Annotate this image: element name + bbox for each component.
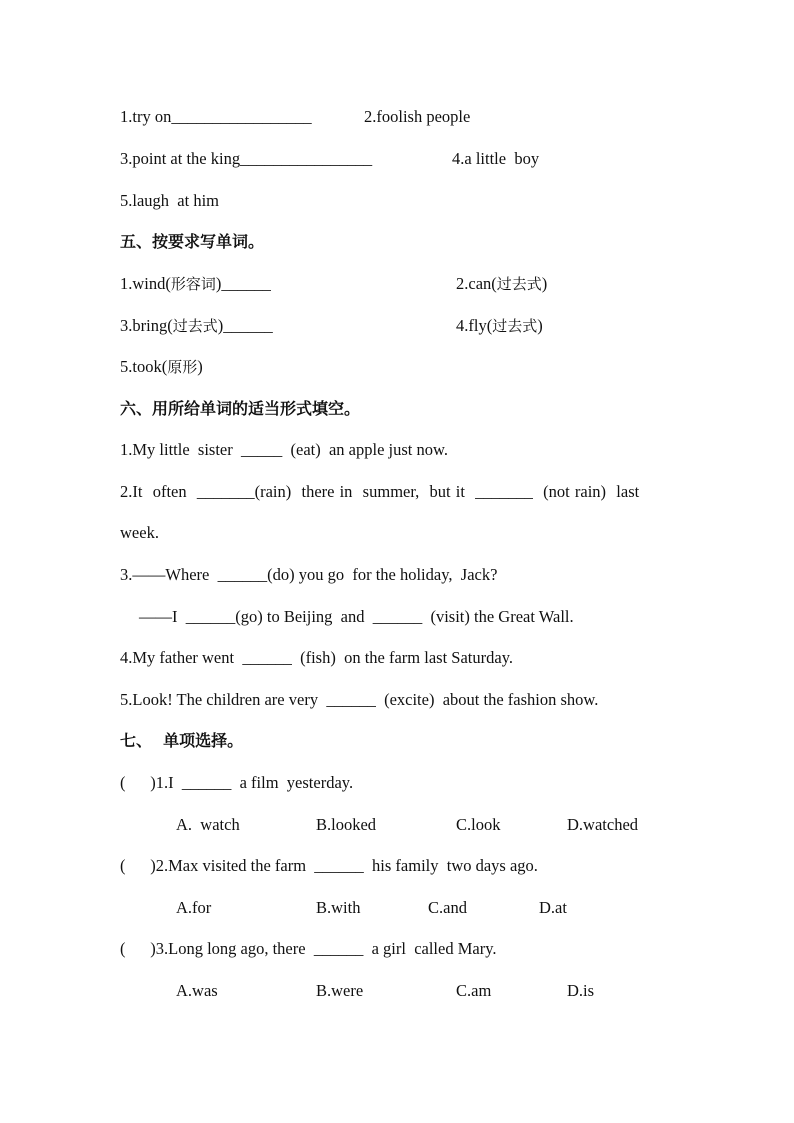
word-item-tail: )______	[215, 274, 271, 293]
question-1-stem: ( )1.I ______ a film yesterday.	[120, 773, 354, 792]
fill-line-3: 3.——Where ______(do) you go for the holiday, Jack?	[120, 565, 498, 584]
word-item-tail: )	[197, 357, 203, 376]
question-1-option-a: A. watch	[176, 815, 240, 834]
phrase-4: 4.a little boy	[452, 149, 540, 168]
question-1-option-d: D.watched	[567, 815, 639, 834]
question-1-option-b: B.looked	[316, 815, 377, 834]
question-2-stem: ( )2.Max visited the farm ______ his family two days ago.	[120, 856, 538, 875]
section-7-title: 七、 单项选择。	[120, 731, 244, 750]
fill-line-2: 2.It often _______(rain) there in summer, but it _______ (not rain) last	[120, 482, 640, 501]
word-item-note: 形容词	[170, 275, 216, 293]
word-item-note: 过去式	[496, 275, 542, 293]
word-item-note: 过去式	[492, 317, 538, 335]
question-1-option-c: C.look	[456, 815, 501, 834]
question-3-option-b: B.were	[316, 981, 364, 1000]
question-3-option-d: D.is	[567, 981, 595, 1000]
word-item-5	[120, 357, 203, 377]
word-item-1	[120, 274, 271, 294]
word-item-text: 5.took(	[120, 357, 168, 376]
phrase-3: 3.point at the king________________	[120, 149, 373, 168]
question-2-option-a: A.for	[176, 898, 212, 917]
section-6-title: 六、用所给单词的适当形式填空。	[120, 399, 361, 418]
word-item-text: 4.fly(	[456, 316, 493, 335]
question-3-stem: ( )3.Long long ago, there ______ a girl called Mary.	[120, 939, 497, 958]
word-item-note: 原形	[167, 358, 198, 376]
word-item-tail: )	[537, 316, 543, 335]
word-item-3	[120, 316, 273, 336]
question-3-option-a: A.was	[176, 981, 218, 1000]
word-item-tail: )	[541, 274, 548, 293]
fill-line-5: 5.Look! The children are very ______ (excite) about the fashion show.	[120, 690, 599, 709]
word-item-text: 3.bring(	[120, 316, 173, 335]
phrase-5: 5.laugh at him	[120, 191, 219, 210]
fill-line-3-reply: ——I ______(go) to Beijing and ______ (visit) the Great Wall.	[139, 607, 574, 626]
question-3-option-c: C.am	[456, 981, 492, 1000]
word-item-tail: )______	[217, 316, 273, 335]
phrase-1: 1.try on_________________	[120, 107, 312, 126]
fill-line-2-cont: week.	[120, 523, 159, 542]
word-item-2	[456, 274, 547, 294]
question-2-option-d: D.at	[539, 898, 567, 917]
question-2-option-c: C.and	[428, 898, 467, 917]
phrase-2: 2.foolish people	[364, 107, 471, 126]
word-item-note: 过去式	[172, 317, 218, 335]
fill-line-1: 1.My little sister _____ (eat) an apple just now.	[120, 440, 448, 459]
section-5-title: 五、按要求写单词。	[120, 232, 265, 251]
word-item-4	[456, 316, 543, 336]
fill-line-4: 4.My father went ______ (fish) on the farm last Saturday.	[120, 648, 514, 667]
question-2-option-b: B.with	[316, 898, 361, 917]
word-item-text: 2.can(	[456, 274, 497, 293]
word-item-text: 1.wind(	[120, 274, 171, 293]
